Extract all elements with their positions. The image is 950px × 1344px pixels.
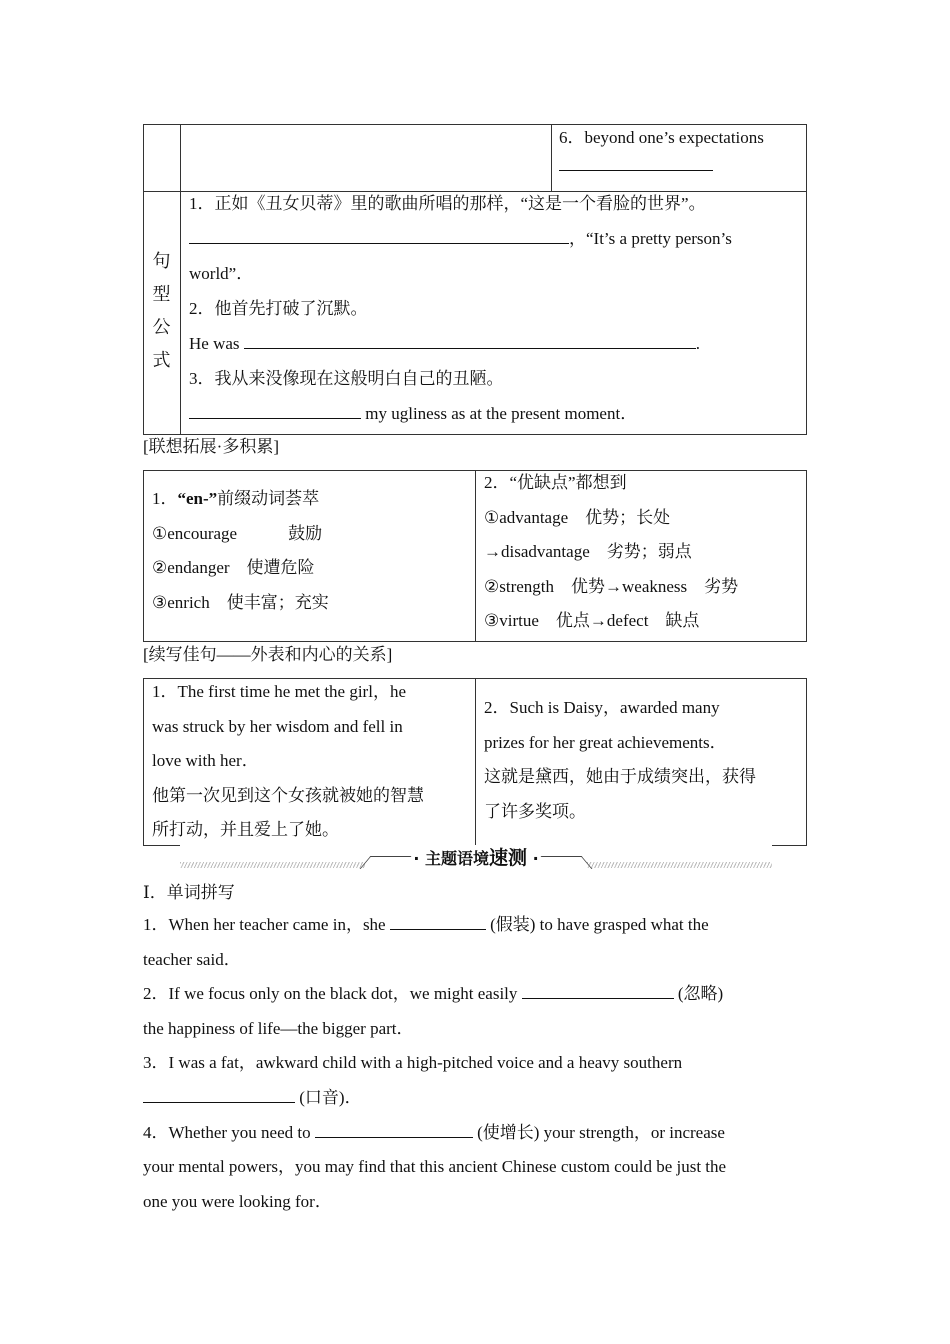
text: my ugliness as at the present moment．: [365, 404, 638, 423]
list-item: ②endanger 使遭危险: [152, 558, 315, 577]
divider: [475, 470, 476, 642]
text: (口音)．: [299, 1087, 362, 1107]
answer-blank[interactable]: [522, 997, 674, 999]
divider: [772, 845, 807, 846]
text: one you were looking for．: [143, 1191, 332, 1211]
english-line: prizes for her great achievements．: [484, 732, 727, 752]
answer-blank[interactable]: [315, 1136, 473, 1138]
english-line: was struck by her wisdom and fell in: [152, 716, 403, 736]
pattern-1-english: [189, 221, 732, 256]
pros-cons: [484, 466, 738, 639]
sentence-1: [152, 675, 424, 848]
english-line: 2．Such is Daisy，awarded many: [484, 698, 720, 717]
text: 速测: [489, 847, 528, 869]
text: (使增长) your strength，or increase: [477, 1122, 725, 1142]
banner-title: · 主题语境速测 ·: [413, 847, 539, 869]
answer-blank[interactable]: [143, 1101, 295, 1103]
list-item: ③enrich 使丰富；充实: [152, 592, 329, 612]
section-heading-sentences: [续写佳句——外表和内心的关系]: [143, 645, 393, 664]
chinese-line: 了许多奖项。: [484, 801, 586, 821]
text: ，“It’s a pretty person’s: [569, 229, 732, 248]
row-label-sentence-patterns: [143, 245, 180, 377]
sentence-2: [484, 691, 756, 829]
bold-text: “en-”: [177, 489, 218, 508]
text: (忽略): [677, 984, 724, 1004]
label-char: 公: [152, 317, 171, 337]
pattern-3-english: [189, 396, 637, 431]
chinese-line: 他第一次见到这个女孩就被她的智慧: [152, 785, 424, 805]
divider: [180, 124, 181, 435]
text: teacher said．: [143, 949, 241, 969]
pattern-1-chinese: 1．正如《丑女贝蒂》里的歌曲所唱的那样，“这是一个看脸的世界”。: [189, 194, 706, 213]
num: 1．: [152, 489, 178, 508]
list-item: ②strength 优势→weakness 劣势: [484, 576, 739, 596]
text: 前缀动词荟萃: [217, 489, 320, 508]
phrase-item-6: 6．beyond one’s expectations: [559, 128, 764, 147]
pattern-2-english: He was .: [189, 334, 701, 353]
answer-blank[interactable]: [390, 928, 486, 930]
topic-quiz-banner: [180, 848, 772, 872]
question-4: [143, 1116, 806, 1151]
label-char: 型: [152, 284, 171, 304]
question-1: [143, 908, 806, 943]
answer-blank[interactable]: [189, 242, 569, 244]
answer-blank[interactable]: [189, 417, 361, 419]
exercise-heading: Ⅰ．单词拼写: [143, 883, 235, 902]
question-3: [143, 1046, 806, 1081]
pattern-3-chinese: 3．我从来没像现在这般明白自己的丑陋。: [189, 369, 504, 388]
pattern-1-english-cont: world”．: [189, 264, 254, 283]
text: 主题语境: [424, 849, 489, 868]
text: 3．I was a fat，awkward child with a high-pitched voice and a heavy southern: [143, 1053, 683, 1073]
list-title: 2．“优缺点”都想到: [484, 473, 627, 492]
question-2: [143, 977, 806, 1012]
english-line: 1．The first time he met the girl，he: [152, 682, 406, 701]
text: He was: [189, 334, 240, 353]
text: 4．Whether you need to: [143, 1122, 311, 1142]
list-item: ③virtue 优点→defect 缺点: [484, 611, 700, 630]
list-item: ①encourage 鼓励: [152, 523, 323, 543]
text: (假装) to have grasped what the: [490, 915, 709, 934]
exercise-list: [143, 908, 806, 1219]
pattern-2-chinese: 2．他首先打破了沉默。: [189, 299, 368, 318]
en-prefix-verbs: [152, 482, 329, 620]
label-char: 式: [152, 350, 171, 370]
text: the happiness of life—the bigger part．: [143, 1018, 414, 1038]
divider: [143, 678, 144, 845]
text: 1．When her teacher came in，she: [143, 915, 386, 934]
divider: [551, 124, 552, 191]
chinese-line: 所打动，并且爱上了她。: [152, 820, 339, 839]
section-heading-expand: [联想拓展·多积累]: [143, 437, 279, 456]
answer-blank[interactable]: [559, 170, 713, 171]
label-char: 句: [152, 251, 171, 271]
english-line: love with her．: [152, 751, 259, 770]
text: your mental powers，you may find that this ancient Chinese custom could be just the: [143, 1157, 727, 1177]
chinese-line: 这就是黛西，她由于成绩突出，获得: [484, 767, 756, 786]
text: 2．If we focus only on the black dot，we might easily: [143, 984, 518, 1004]
divider: [806, 678, 807, 845]
list-item: ①advantage 优势；长处: [484, 507, 671, 527]
answer-blank[interactable]: [244, 347, 696, 349]
divider: [475, 678, 476, 845]
list-item: →disadvantage 劣势；弱点: [484, 542, 692, 561]
